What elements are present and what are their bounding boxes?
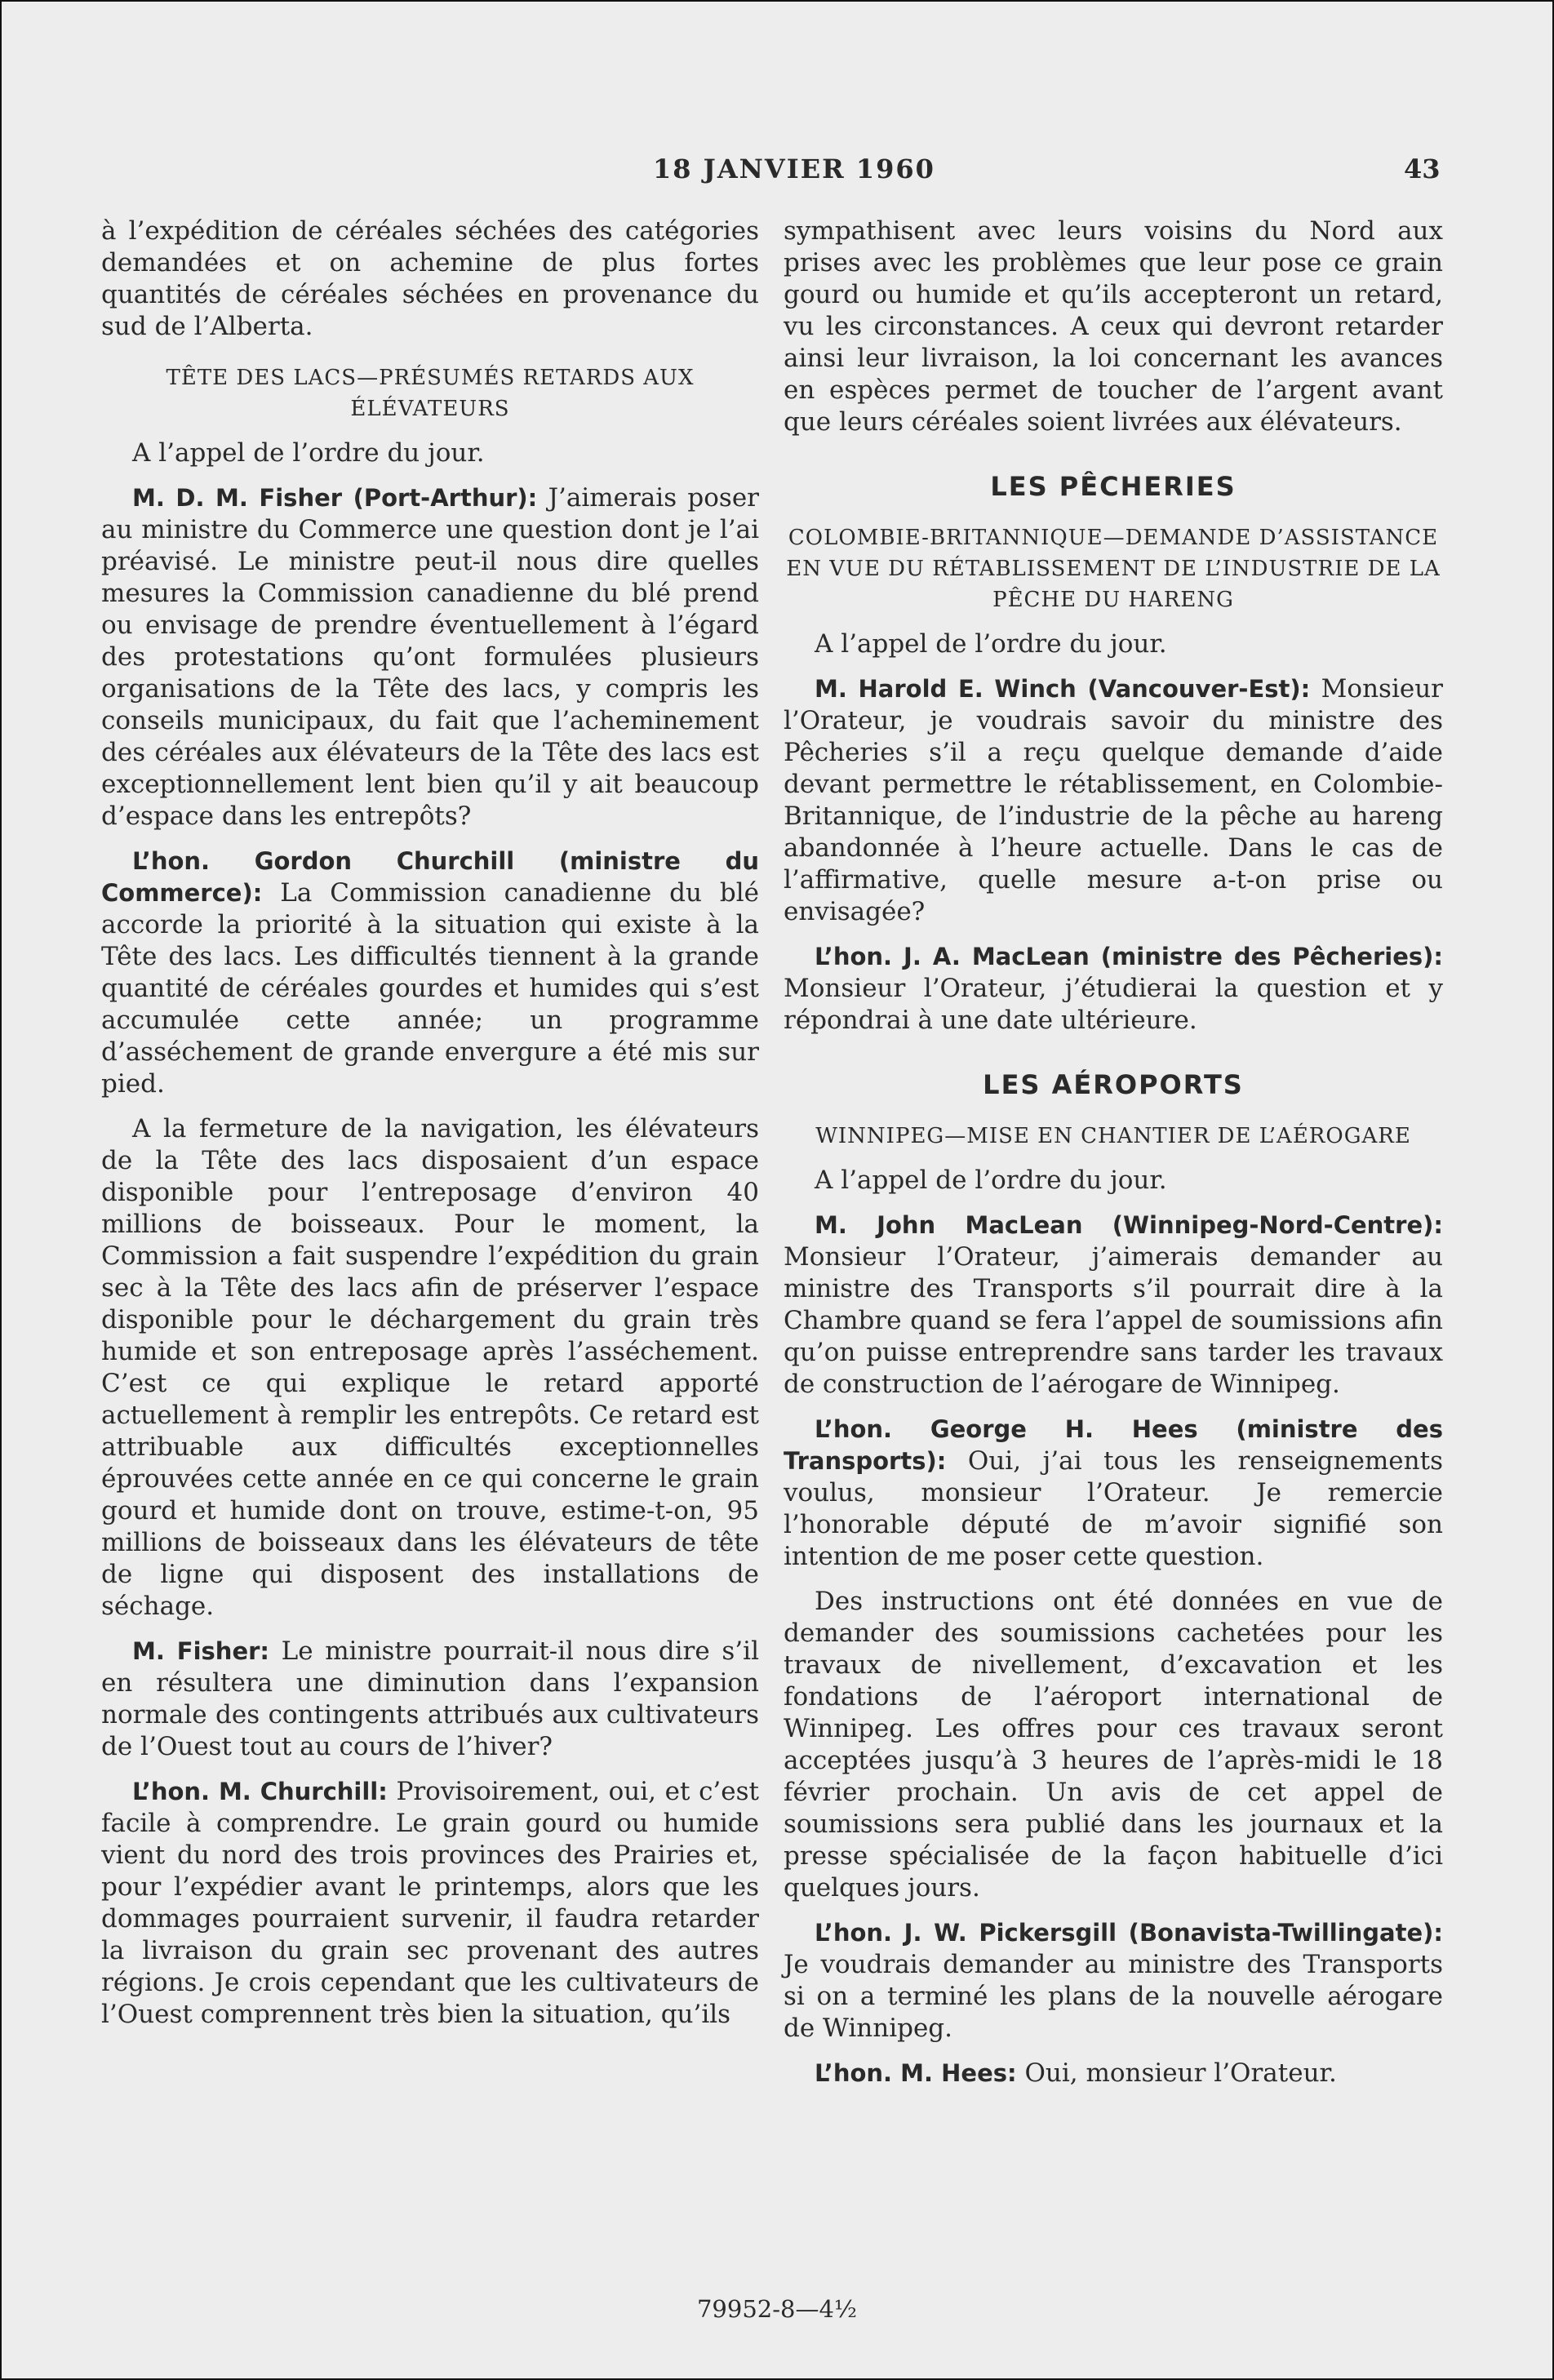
subheading: WINNIPEG—MISE EN CHANTIER DE L’AÉROGARE (815, 1124, 1411, 1148)
speaker-name: L’hon. M. Hees: (815, 2059, 1017, 2087)
paragraph: Des instructions ont été données en vue de demander des soumissions cachetées pour les travaux de nivellement, d’excavation et les fondations de l’aéroport international de Winnipeg. Les offres pour ces travaux seront acceptées jusqu’à 3 heures de l’après-midi le 18 février prochain. Un avis de cet appel de soumissions sera publié dans les journaux et la presse spécialisée de la façon habituelle d’ici quelques jours. (784, 1587, 1443, 1903)
speech-text: Je voudrais demander au ministre des Transports si on a terminé les plans de la nouvelle aérogare de Winnipeg. (784, 1950, 1443, 2043)
speech-text: Provisoirement, oui, et c’est facile à comprendre. Le grain gourd ou humide vient du nord des trois provinces des Prairies et, pour l’expédier avant le printemps, alors que les dommages pourraient survenir, il faudra retarder la livraison du grain sec provenant des autres régions. Je crois cependant que les cultivateurs de l’Ouest comprennent très bien la situation, qu’ils (101, 1777, 759, 2029)
section-heading: LES AÉROPORTS (983, 1069, 1244, 1100)
speech-text: J’aimerais poser au ministre du Commerce une question dont je l’ai préavisé. Le ministre peut-il nous dire quelles mesures la Commission canadienne du blé prend ou envisage de prendre éventuellement à l’égard des protestations qu’ont formulées plusieurs organisations de la Tête des lacs, y compris les conseils municipaux, du fait que l’acheminement des céréales aux élévateurs de la Tête des lacs est exceptionnellement lent bien qu’il y ait beaucoup d’espace dans les entrepôts? (101, 483, 759, 831)
speech-text: Oui, monsieur l’Orateur. (1016, 2058, 1337, 2088)
speech-text: La Commission canadienne du blé accorde la priorité à la situation qui existe à la Tête des lacs. Les difficultés tiennent à la grande quantité de céréales gourdes et humides qui s’est accumulée cette année; un programme d’asséchement de grande envergure a été mis sur pied. (101, 878, 759, 1099)
speaker-name: M. Fisher: (132, 1637, 270, 1665)
speech-text: Oui, j’ai tous les renseignements voulus, monsieur l’Orateur. Je remercie l’honorable député de m’avoir signifié son intention de me poser cette question. (784, 1446, 1443, 1571)
section-heading: LES PÊCHERIES (990, 471, 1237, 502)
left-column (101, 215, 759, 2044)
speech-text: Le ministre pourrait-il nous dire s’il en résultera une diminution dans l’expansion normale des contingents attribués aux cultivateurs de l’Ouest tout au cours de l’hiver? (101, 1636, 759, 1761)
right-column (784, 215, 1443, 2102)
speech-text: Monsieur l’Orateur, je voudrais savoir du ministre des Pêcheries s’il a reçu quelque demande d’aide devant permettre le rétablissement, en Colombie-Britannique, de l’industrie de la pêche au hareng abandonnée à l’heure actuelle. Dans le cas de l’affirmative, quelle mesure a-t-on prise ou envisagée? (784, 674, 1443, 926)
paragraph: A l’appel de l’ordre du jour. (815, 1166, 1167, 1195)
speech-text: Monsieur l’Orateur, j’aimerais demander au ministre des Transports s’il pourrait dire à la Chambre quand se fera l’appel de soumissions afin qu’on puisse entreprendre sans tarder les travaux de construction de l’aérogare de Winnipeg. (784, 1242, 1443, 1399)
paragraph: A la fermeture de la navigation, les élévateurs de la Tête des lacs disposaient d’un espace disponible pour l’entreposage d’environ 40 millions de boisseaux. Pour le moment, la Commission a fait suspendre l’expédition du grain sec à la Tête des lacs afin de préserver l’espace disponible pour le déchargement du grain très humide et son entreposage après l’asséchement. C’est ce qui explique le retard apporté actuellement à remplir les entrepôts. Ce retard est attribuable aux difficultés exceptionnelles éprouvées cette année en ce qui concerne le grain gourd et humide dont on trouve, estime-t-on, 95 millions de boisseaux dans les élévateurs de tête de ligne qui disposent des installations de séchage. (101, 1114, 759, 1621)
paragraph (784, 1414, 1443, 1573)
paragraph (101, 1636, 759, 1763)
speaker-name: M. D. M. Fisher (Port-Arthur): (132, 484, 538, 512)
paragraph (101, 846, 759, 1100)
speaker-name: L’hon. Gordon Churchill (ministre du Commerce): (101, 847, 759, 907)
paragraph: sympathisent avec leurs voisins du Nord aux prises avec les problèmes que leur pose ce grain gourd ou humide et qu’ils accepteront un retard, vu les circonstances. A ceux qui devront retarder ainsi leur livraison, la loi concernant les avances en espèces permet de toucher de l’argent avant que leurs céréales soient livrées aux élévateurs. (784, 216, 1443, 437)
paragraph: A l’appel de l’ordre du jour. (815, 629, 1167, 659)
speaker-name: L’hon. J. A. MacLean (ministre des Pêcheries): (815, 943, 1443, 970)
paragraph (784, 1917, 1443, 2045)
paragraph: A l’appel de l’ordre du jour. (132, 438, 485, 468)
speech-text: Monsieur l’Orateur, j’étudierai la question et y répondrai à une date ultérieure. (784, 974, 1443, 1035)
paragraph: à l’expédition de céréales séchées des catégories demandées et on achemine de plus fortes quantités de céréales séchées en provenance du sud de l’Alberta. (101, 216, 759, 341)
page-footer-code: 79952-8—4½ (696, 2295, 858, 2323)
speaker-name: M. John MacLean (Winnipeg-Nord-Centre): (815, 1211, 1443, 1239)
paragraph (784, 941, 1443, 1037)
speaker-name: L’hon. George H. Hees (ministre des Transports): (784, 1415, 1443, 1475)
subheading: COLOMBIE-BRITANNIQUE—DEMANDE D’ASSISTANCE EN VUE DU RÉTABLISSEMENT DE L’INDUSTRIE DE LA PÊCHE DU HARENG (786, 526, 1441, 612)
paragraph (784, 1210, 1443, 1401)
speaker-name: L’hon. M. Churchill: (132, 1778, 388, 1805)
header-date: 18 JANVIER 1960 (653, 153, 935, 184)
subheading: TÊTE DES LACS—PRÉSUMÉS RETARDS AUX ÉLÉVATEURS (166, 366, 695, 421)
paragraph (101, 482, 759, 833)
speaker-name: L’hon. J. W. Pickersgill (Bonavista-Twillingate): (815, 1919, 1443, 1947)
page-number: 43 (1404, 153, 1441, 184)
speaker-name: M. Harold E. Winch (Vancouver-Est): (815, 675, 1311, 703)
paragraph (784, 2058, 1443, 2089)
paragraph (784, 673, 1443, 928)
paragraph (101, 1776, 759, 2031)
page-header (0, 153, 1554, 194)
